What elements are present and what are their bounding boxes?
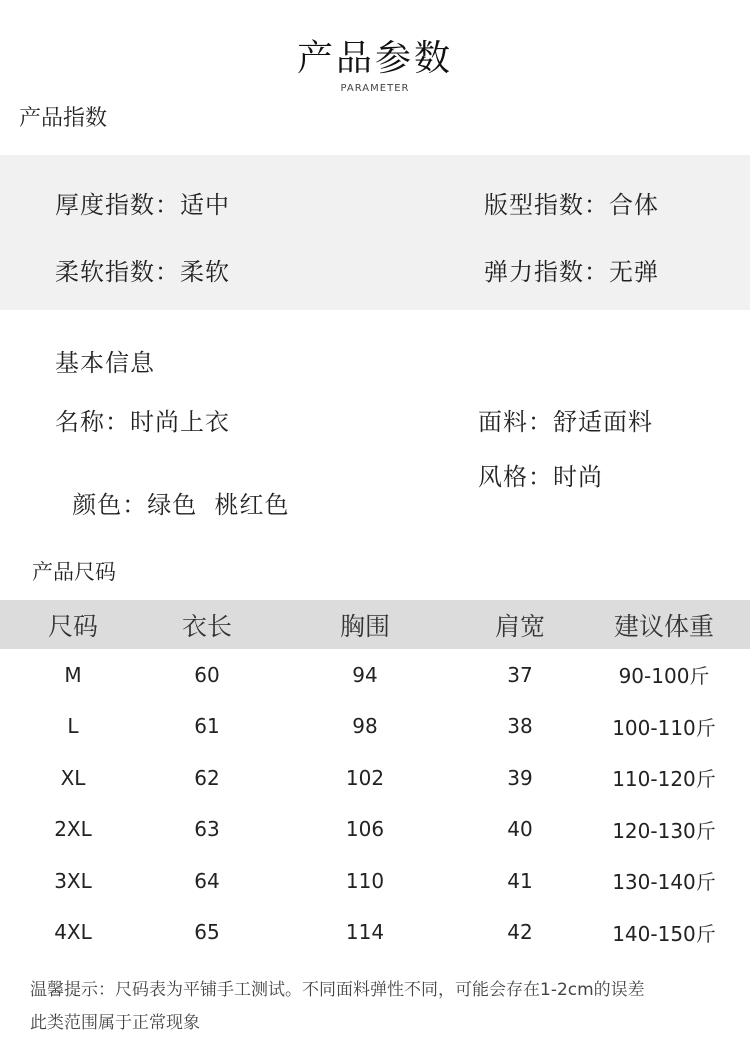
basic-info-label: 基本信息 <box>55 349 155 377</box>
cell-weight: 90-100斤 <box>618 664 710 689</box>
elasticity-index-value: 无弹 <box>609 258 659 286</box>
table-row <box>0 907 750 959</box>
colors-key: 颜色： <box>72 491 148 519</box>
style-key: 风格： <box>478 463 553 491</box>
product-name-key: 名称： <box>55 408 130 436</box>
fabric <box>478 402 653 437</box>
cell-length: 62 <box>194 765 220 790</box>
softness-index-key: 柔软指数： <box>55 258 180 286</box>
cell-size: 4XL <box>54 920 92 945</box>
cell-shoulder: 39 <box>507 765 533 790</box>
cell-weight: 120-130斤 <box>612 818 716 843</box>
fit-index <box>484 185 659 220</box>
header-weight: 建议体重 <box>578 600 750 649</box>
fabric-value: 舒适面料 <box>553 408 653 436</box>
cell-length: 65 <box>194 920 220 945</box>
fit-index-key: 版型指数： <box>484 191 609 219</box>
cell-chest: 106 <box>345 817 385 842</box>
colors-value: 绿色 桃红色 <box>147 491 290 519</box>
page-title: 产品参数 <box>296 38 453 79</box>
product-name <box>55 402 230 437</box>
cell-shoulder: 42 <box>507 920 533 945</box>
product-name-value: 时尚上衣 <box>130 408 230 436</box>
cell-shoulder: 38 <box>507 714 533 739</box>
cell-chest: 110 <box>345 868 385 893</box>
size-table <box>0 600 750 958</box>
cell-chest: 94 <box>352 662 378 687</box>
thickness-index <box>55 185 230 220</box>
cell-size: XL <box>60 765 86 790</box>
cell-weight: 140-150斤 <box>612 921 716 946</box>
cell-chest: 102 <box>345 765 385 790</box>
cell-chest: 114 <box>345 920 385 945</box>
table-row <box>0 855 750 907</box>
cell-shoulder: 41 <box>507 868 533 893</box>
cell-length: 64 <box>194 868 220 893</box>
table-row <box>0 752 750 804</box>
size-note-line2: 此类范围属于正常现象 <box>30 1013 200 1033</box>
cell-size: 3XL <box>54 868 92 893</box>
cell-size: 2XL <box>54 817 92 842</box>
fabric-key: 面料： <box>478 408 553 436</box>
page-subtitle: PARAMETER <box>340 83 410 94</box>
size-table-header-row <box>0 600 750 649</box>
cell-chest: 98 <box>352 714 378 739</box>
cell-weight: 100-110斤 <box>612 715 716 740</box>
cell-length: 61 <box>194 714 220 739</box>
table-row <box>0 701 750 753</box>
cell-weight: 130-140斤 <box>612 870 716 895</box>
style-value: 时尚 <box>553 463 603 491</box>
size-note <box>30 974 730 1040</box>
cell-size: M <box>64 662 82 687</box>
softness-index <box>55 252 230 287</box>
cell-size: L <box>67 714 79 739</box>
cell-weight: 110-120斤 <box>612 767 716 792</box>
table-row <box>0 649 750 701</box>
size-note-line1: 温馨提示：尺码表为平铺手工测试。不同面料弹性不同，可能会存在1-2cm的误差 <box>30 980 645 1000</box>
cell-shoulder: 40 <box>507 817 533 842</box>
cell-length: 60 <box>194 662 220 687</box>
elasticity-index-key: 弹力指数： <box>484 258 609 286</box>
index-section-label: 产品指数 <box>19 106 108 131</box>
header-length: 衣长 <box>146 600 268 649</box>
thickness-index-value: 适中 <box>180 191 230 219</box>
softness-index-value: 柔软 <box>180 258 230 286</box>
thickness-index-key: 厚度指数： <box>55 191 180 219</box>
header-chest: 胸围 <box>268 600 462 649</box>
cell-length: 63 <box>194 817 220 842</box>
header-shoulder: 肩宽 <box>462 600 578 649</box>
elasticity-index <box>484 252 659 287</box>
table-row <box>0 804 750 856</box>
cell-shoulder: 37 <box>507 662 533 687</box>
size-section-label: 产品尺码 <box>32 560 116 584</box>
colors <box>55 457 290 520</box>
header-size: 尺码 <box>0 600 146 649</box>
fit-index-value: 合体 <box>609 191 659 219</box>
style <box>478 457 603 492</box>
